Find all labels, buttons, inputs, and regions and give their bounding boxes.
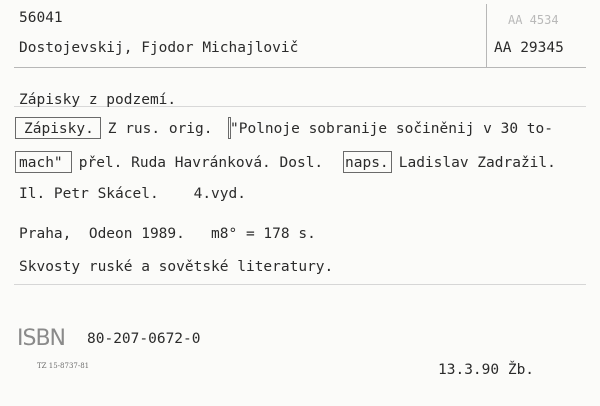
header-rule xyxy=(14,67,586,68)
series: Skvosty ruské a sovětské literatury. xyxy=(19,259,334,275)
record-number: 56041 xyxy=(19,10,63,26)
description-line-2a: mach" xyxy=(19,155,63,171)
isbn-logo: ISBN xyxy=(17,326,66,351)
description-line-2b: přel. Ruda Havránková. Dosl. xyxy=(70,155,332,171)
description-line-2d: Ladislav Zadražil. xyxy=(390,155,556,171)
title: Zápisky z podzemí. xyxy=(19,92,177,108)
description-line-1b: Z rus. orig. xyxy=(99,121,222,137)
description-line-1a: Zápisky. xyxy=(24,121,94,137)
description-line-1c: "Polnoje sobranije sočiněnij v 30 to- xyxy=(230,121,554,137)
description-line-3: Il. Petr Skácel. 4.vyd. xyxy=(19,186,246,202)
processed-note: 13.3.90 Žb. xyxy=(438,362,535,378)
shelfmark: AA 29345 xyxy=(494,40,564,56)
shelfmark-divider xyxy=(486,4,487,67)
footer-rule xyxy=(14,284,586,285)
isbn-number: 80-207-0672-0 xyxy=(87,331,201,347)
description-line-2c: naps. xyxy=(345,155,389,171)
shelfmark-faint: AA 4534 xyxy=(508,13,559,27)
imprint: Praha, Odeon 1989. m8° = 178 s. xyxy=(19,226,316,242)
print-code: TZ 15-8737-81 xyxy=(37,362,90,370)
author-heading: Dostojevskij, Fjodor Michajlovič xyxy=(19,40,299,56)
